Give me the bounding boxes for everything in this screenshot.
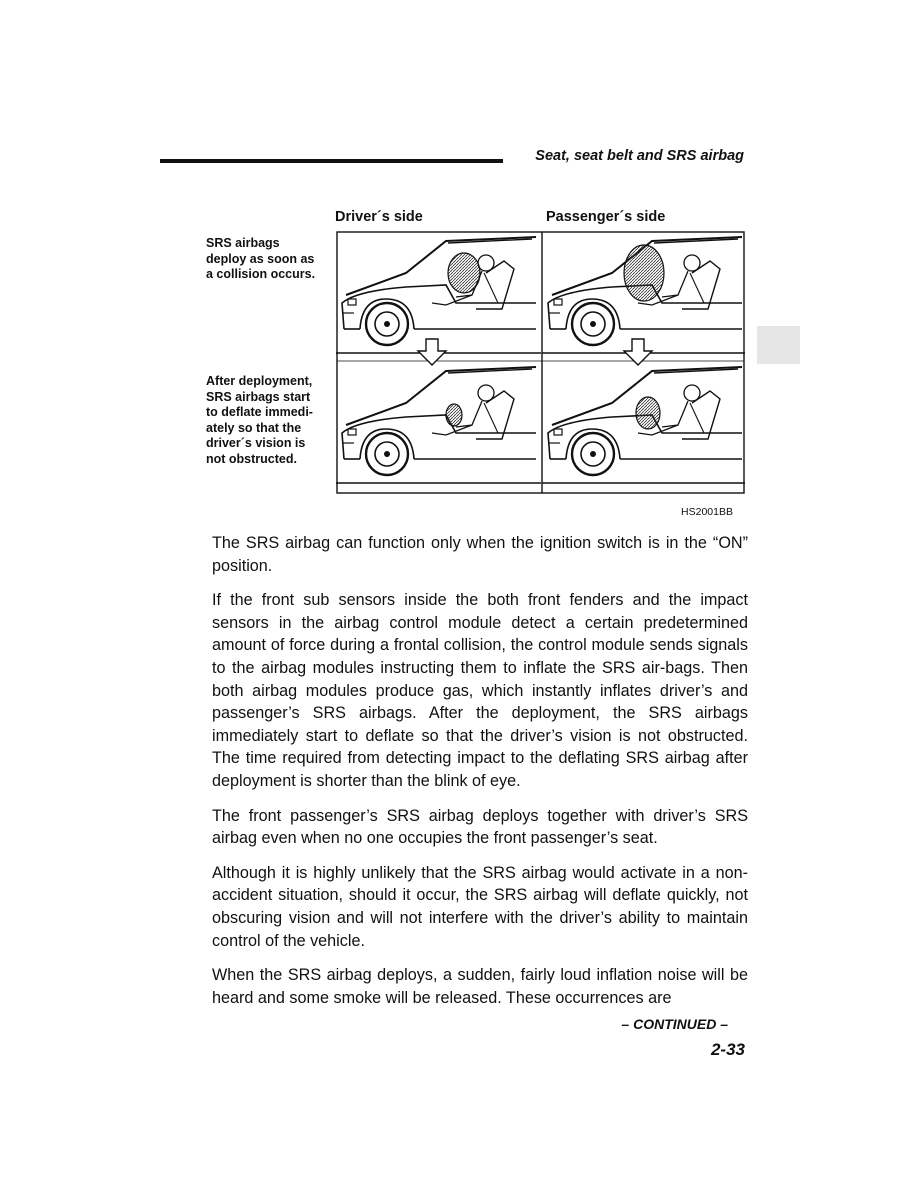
- paragraph: If the front sub sensors inside the both front fenders and the impact sensors in the airbag control module detect a certain predetermined amount of force during a frontal collision, the control module sends signals to the airbag modules instructing them to inflate the SRS air-bags. Then both airbag modules produce gas, which instantly inflates driver’s and passenger’s SRS airbags. After the deployment, the SRS airbags immediately start to deflate so that the driver’s vision is not obstructed. The time required from detecting impact to the deflating SRS airbag after deployment is shorter than the blink of eye.: [212, 591, 748, 790]
- figure-label-driver: Driver´s side: [335, 209, 423, 225]
- caption-line: deploy as soon as: [206, 251, 315, 266]
- page-number: 2-33: [710, 1040, 745, 1059]
- caption-line: to deflate immedi-: [206, 405, 313, 419]
- airbag-deployment-illustration: [336, 231, 745, 494]
- caption-line: SRS airbags start: [206, 389, 311, 404]
- paragraph: The front passenger’s SRS airbag deploys together with driver’s SRS airbag even when no one occupies the front passenger’s seat.: [212, 806, 748, 848]
- caption-line: driver´s vision is: [206, 436, 306, 450]
- chapter-tab: [757, 326, 800, 364]
- paragraph: Although it is highly unlikely that the SRS airbag would activate in a non-accident situation, should it occur, the SRS airbag will deflate quickly, not obscuring vision and will not interfere with the driver’s ability to maintain control of the vehicle.: [212, 863, 748, 950]
- caption-line: not obstructed.: [206, 451, 297, 466]
- figure-code: HS2001BB: [681, 506, 733, 518]
- caption-line: a collision occurs.: [206, 267, 316, 281]
- body-text: [212, 532, 748, 1021]
- continued-marker: – CONTINUED –: [621, 1016, 728, 1032]
- caption-line: ately so that the: [206, 420, 302, 435]
- driver-car-deployed: [336, 237, 541, 353]
- header-rule: [160, 159, 503, 163]
- passenger-car-deployed: [542, 237, 745, 353]
- passenger-car-deflating: [542, 367, 745, 483]
- driver-car-deflating: [336, 367, 541, 483]
- section-title: Seat, seat belt and SRS airbag: [535, 148, 744, 164]
- caption-line: SRS airbags: [206, 236, 280, 250]
- paragraph: The SRS airbag can function only when the ignition switch is in the “ON” position.: [212, 534, 748, 575]
- figure-label-passenger: Passenger´s side: [546, 209, 666, 225]
- figure-caption-bottom: [206, 374, 313, 467]
- figure-caption-top: [206, 236, 315, 283]
- caption-line: After deployment,: [206, 374, 313, 388]
- paragraph: When the SRS airbag deploys, a sudden, fairly loud inflation noise will be heard and some smoke will be released. These occurrences are: [212, 966, 748, 1007]
